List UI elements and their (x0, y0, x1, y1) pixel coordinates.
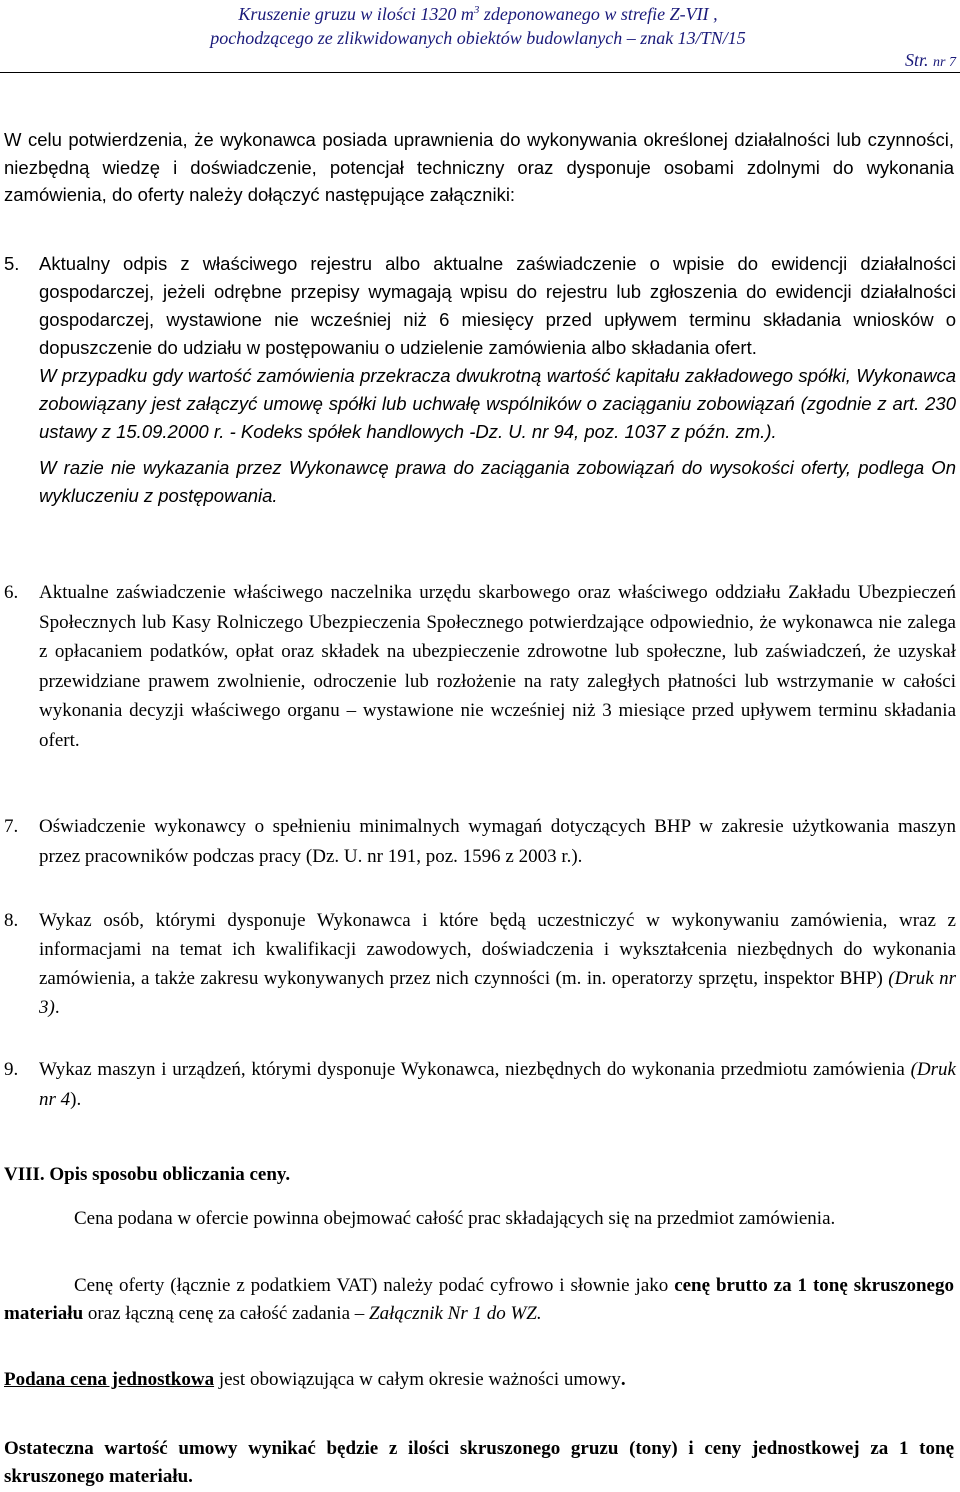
list-item-number: 7. (4, 816, 19, 837)
section-paragraph-1 (4, 1205, 954, 1233)
paragraph-text: Cena podana w ofercie powinna obejmować całość prac składających się na przedmiot zamówienia. (74, 1208, 836, 1229)
list-item-text: Oświadczenie wykonawcy o spełnieniu minimalnych wymagań dotyczących BHP w zakresie użytkowania maszyn przez pracowników podczas pracy (Dz. U. nr 191, poz. 1596 z 2003 r.). (39, 816, 956, 867)
list-item-content (39, 1055, 956, 1114)
form-reference: (Druk nr 3) (39, 968, 956, 1018)
list-item-note: W razie nie wykazania przez Wykonawcę prawa do zaciągania zobowiązań do wysokości oferty, podlega On wykluczeniu z postępowania. (39, 457, 956, 506)
section-paragraph-2 (4, 1272, 954, 1328)
paragraph-text: Cenę oferty (łącznie z podatkiem VAT) należy podać cyfrowo i słownie jako (74, 1275, 675, 1296)
section-title: VIII. Opis sposobu obliczania ceny. (4, 1164, 291, 1185)
page-number (905, 50, 956, 71)
list-item-9 (4, 1055, 956, 1114)
page-label: Str. (905, 50, 929, 70)
list-item-end: ). (70, 1088, 82, 1110)
header-line-1 (0, 2, 956, 26)
list-item-note: W przypadku gdy wartość zamówienia przekracza dwukrotną wartość kapitału zakładowego spółki, Wykonawca zobowiązany jest załączyć umowę spółki lub uchwałę wspólników o zaciąganiu zobowiązań (zgodnie z art. 230 ustawy z 15.09.2000 r. - Kodeks spółek handlowych -Dz. U. nr 94, poz. 1037 z późn. zm.). (39, 365, 956, 442)
unit-price-emphasis: Podana cena jednostkowa (4, 1369, 215, 1390)
list-item-text: Wykaz osób, którymi dysponuje Wykonawca i które będą uczestniczyć w wykonywaniu zamówienia, wraz z informacjami na temat ich kwalifikacji zawodowych, doświadczenia i wykształcenia niezbędnych do wykonania zamówienia, a także zakresu wykonywanych przez nich czynności (m. in. operatorzy sprzętu, inspektor BHP) (39, 910, 956, 989)
list-item-end: . (54, 997, 60, 1018)
header-line-2: pochodzącego ze zlikwidowanych obiektów budowlanych – znak 13/TN/15 (210, 28, 746, 48)
section-paragraph-3 (4, 1366, 954, 1394)
list-item-text: Wykaz maszyn i urządzeń, którymi dysponuje Wykonawca, niezbędnych do wykonania przedmiotu zamówienia (39, 1059, 905, 1080)
paragraph-text: oraz łączną cenę za całość zadania – (83, 1303, 370, 1324)
section-paragraph-4: Ostateczna wartość umowy wynikać będzie z ilości skruszonego gruzu (tony) i ceny jednostkowej za 1 tonę skruszonego materiału. (4, 1438, 954, 1487)
paragraph-text: jest obowiązująca w całym okresie ważności umowy (214, 1369, 621, 1390)
attachment-reference: Załącznik Nr 1 do WZ. (369, 1303, 542, 1324)
list-item-content (39, 906, 956, 1022)
list-item-6 (4, 578, 956, 755)
list-item-8 (4, 906, 956, 1022)
page-header (0, 2, 956, 50)
list-item-text: Aktualny odpis z właściwego rejestru albo aktualne zaświadczenie o wpisie do ewidencji działalności gospodarczej, jeżeli odrębne przepisy wymagają wpisu do rejestru lub zgłoszenia do ewidencji działalności gospodarczej, wystawione nie wcześniej niż 6 miesięcy przed upływem terminu składania wniosków o dopuszczenie do udziału w postępowaniu o udzielenie zamówienia albo składania ofert. (39, 253, 956, 358)
list-item-number: 6. (4, 582, 19, 603)
header-title-sup: 3 (473, 4, 480, 16)
list-item-7 (4, 812, 956, 871)
list-item-number: 5. (4, 253, 20, 274)
header-rule (0, 72, 960, 73)
page-number-value: nr 7 (933, 55, 956, 70)
intro-paragraph: W celu potwierdzenia, że wykonawca posiada uprawnienia do wykonywania określonej działalności lub czynności, niezbędną wiedzę i doświadczenie, potencjał techniczny oraz dysponuje osobami zdolnymi do wykonania zamówienia, do oferty należy dołączyć następujące załączniki: (4, 129, 954, 205)
list-item-number: 8. (4, 910, 19, 931)
form-reference: (Druk nr 4 (39, 1059, 956, 1110)
list-item-text: Aktualne zaświadczenie właściwego naczelnika urzędu skarbowego oraz właściwego oddziału Zakładu Ubezpieczeń Społecznych lub Kasy Rolniczego Ubezpieczenia Społecznego potwierdzające odpowiednio, że wykonawca nie zalega z opłacaniem podatków, opłat oraz składek na ubezpieczenie zdrowotne lub społeczne, lub zaświadczeń, że uzyskał przewidziane prawem zwolnienie, odroczenie lub rozłożenie na raty zaległych płatności lub wstrzymanie w całości wykonania decyzji właściwego organu – wystawione nie wcześniej niż 3 miesiące przed upływem terminu składania ofert. (39, 582, 956, 751)
header-title-text-end: zdeponowanego w strefie Z-VII , (479, 4, 718, 24)
paragraph-end: . (620, 1369, 626, 1390)
header-title-text: Kruszenie gruzu w ilości 1320 m (238, 4, 474, 24)
list-item-number: 9. (4, 1059, 19, 1080)
list-item-5 (4, 250, 956, 510)
paragraph-bold-text: cenę brutto za 1 tonę skruszonego materiału (4, 1275, 954, 1324)
